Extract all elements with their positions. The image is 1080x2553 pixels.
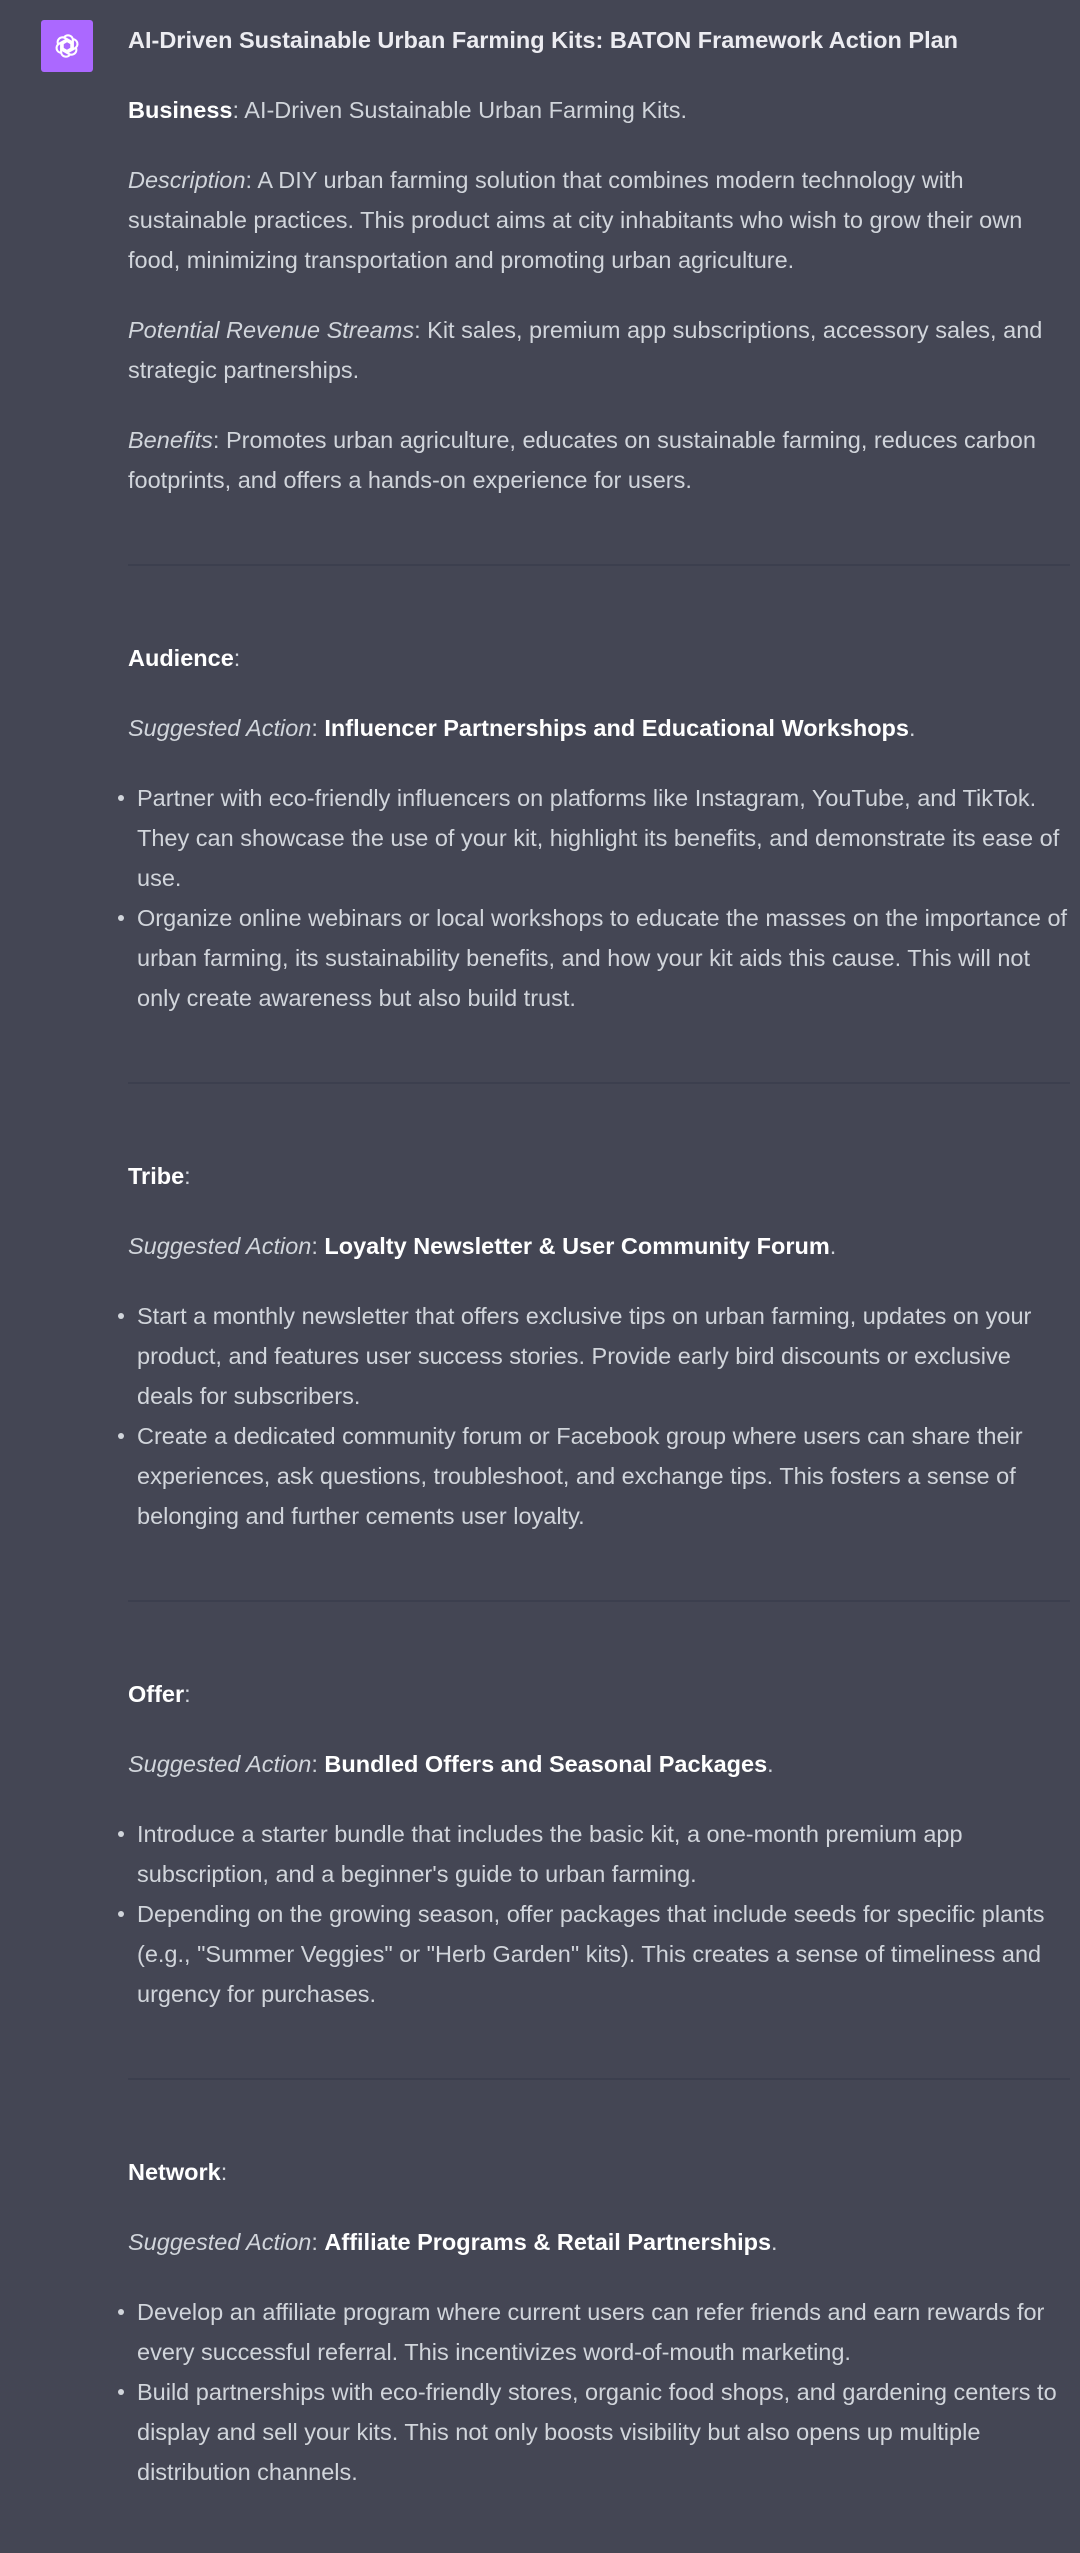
bullet-icon (118, 915, 124, 921)
list-item (128, 2372, 1070, 2492)
bullet-icon (118, 2389, 124, 2395)
business-label: Business (128, 97, 233, 123)
action-sep: : (311, 1751, 325, 1777)
section-network (128, 2152, 1070, 2492)
action-sep: : (311, 1233, 325, 1259)
section-tribe (128, 1156, 1070, 1536)
suggested-action-label: Suggested Action (128, 1233, 312, 1259)
suggested-action (128, 708, 1070, 748)
revenue-paragraph (128, 310, 1070, 390)
bullet-icon (118, 2309, 124, 2315)
benefits-sep: : (212, 427, 226, 453)
list-item-text: Introduce a starter bundle that includes the basic kit, a one-month premium app subscription, and a beginner's guide to urban farming. (137, 1821, 963, 1887)
revenue-text: Kit sales, premium app subscriptions, accessory sales, and strategic partnerships. (128, 317, 1043, 383)
list-item (128, 778, 1070, 898)
description-text: A DIY urban farming solution that combines modern technology with sustainable practices. This product aims at city inhabitants who wish to grow their own food, minimizing transportation and promoting urban agriculture. (128, 167, 1023, 273)
list-item (128, 898, 1070, 1018)
revenue-label: Potential Revenue Streams (128, 317, 415, 343)
bullet-icon (118, 795, 124, 801)
suggested-action-value: Affiliate Programs & Retail Partnerships (324, 2229, 772, 2255)
list-item (128, 1814, 1070, 1894)
assistant-avatar (41, 20, 93, 72)
suggested-action-label: Suggested Action (128, 1751, 312, 1777)
action-period: . (771, 2229, 778, 2255)
list-item-text: Build partnerships with eco-friendly stores, organic food shops, and gardening centers to display and sell your kits. This not only boosts visibility but also opens up multiple distribution channels. (137, 2379, 1057, 2485)
message-title: AI-Driven Sustainable Urban Farming Kits: BATON Framework Action Plan (128, 27, 959, 53)
section-heading (128, 638, 1070, 678)
action-period: . (829, 1233, 837, 1259)
list-item-text: Create a dedicated community forum or Facebook group where users can share their experiences, ask questions, troubleshoot, and exchange tips. This fosters a sense of belonging and further cements user loyalty. (137, 1423, 1023, 1529)
benefits-text: Promotes urban agriculture, educates on sustainable farming, reduces carbon footprints, and offers a hands-on experience for users. (128, 427, 1036, 493)
message-content (128, 20, 1070, 2492)
suggested-action-value: Influencer Partnerships and Educational Workshops (324, 715, 909, 741)
business-sep: : (232, 97, 245, 123)
openai-logo-icon (51, 30, 83, 62)
section-heading-label: Network (128, 2159, 221, 2185)
business-paragraph (128, 90, 1070, 130)
section-heading (128, 1156, 1070, 1196)
bullet-icon (118, 1433, 124, 1439)
suggested-action-label: Suggested Action (128, 2229, 312, 2255)
section-audience (128, 638, 1070, 1018)
heading-colon: : (233, 645, 241, 671)
revenue-sep: : (414, 317, 428, 343)
description-label: Description (128, 167, 246, 193)
suggested-action-value: Loyalty Newsletter & User Community Forum (324, 1233, 830, 1259)
suggested-action-label: Suggested Action (128, 715, 312, 741)
bullet-list (128, 1296, 1070, 1536)
section-heading-label: Audience (128, 645, 234, 671)
section-heading-label: Tribe (128, 1163, 185, 1189)
bullet-icon (118, 1911, 124, 1917)
list-item-text: Partner with eco-friendly influencers on platforms like Instagram, YouTube, and TikTok. They can showcase the use of your kit, highlight its benefits, and demonstrate its ease of use. (137, 785, 1060, 891)
list-item-text: Develop an affiliate program where current users can refer friends and earn rewards for every successful referral. This incentivizes word-of-mouth marketing. (137, 2299, 1045, 2365)
business-text: AI-Driven Sustainable Urban Farming Kits. (244, 97, 688, 123)
list-item-text: Organize online webinars or local workshops to educate the masses on the importance of urban farming, its sustainability benefits, and how your kit aids this cause. This will not only create awareness but also build trust. (137, 905, 1068, 1011)
suggested-action (128, 1226, 1070, 1266)
list-item (128, 2292, 1070, 2372)
bullet-icon (118, 1831, 124, 1837)
list-item (128, 1894, 1070, 2014)
list-item-text: Depending on the growing season, offer packages that include seeds for specific plants (e.g., "Summer Veggies" or "Herb Garden" kits). This creates a sense of timeliness and urgency for purchases. (137, 1901, 1045, 2007)
suggested-action (128, 1744, 1070, 1784)
heading-colon: : (220, 2159, 228, 2185)
list-item (128, 1296, 1070, 1416)
bullet-icon (118, 1313, 124, 1319)
suggested-action-value: Bundled Offers and Seasonal Packages (324, 1751, 768, 1777)
list-item (128, 1416, 1070, 1536)
description-sep: : (245, 167, 258, 193)
action-sep: : (311, 2229, 325, 2255)
description-paragraph (128, 160, 1070, 280)
bullet-list (128, 2292, 1070, 2492)
benefits-paragraph (128, 420, 1070, 500)
heading-colon: : (184, 1681, 191, 1707)
action-period: . (767, 1751, 774, 1777)
list-item-text: Start a monthly newsletter that offers exclusive tips on urban farming, updates on your product, and features user success stories. Provide early bird discounts or exclusive deals for subscribers. (137, 1303, 1032, 1409)
bullet-list (128, 778, 1070, 1018)
section-offer (128, 1674, 1070, 2014)
suggested-action (128, 2222, 1070, 2262)
heading-colon: : (184, 1163, 191, 1189)
benefits-label: Benefits (128, 427, 213, 453)
section-heading-label: Offer (128, 1681, 185, 1707)
action-sep: : (311, 715, 325, 741)
bullet-list (128, 1814, 1070, 2014)
section-heading (128, 1674, 1070, 1714)
section-heading (128, 2152, 1070, 2192)
action-period: . (908, 715, 916, 741)
